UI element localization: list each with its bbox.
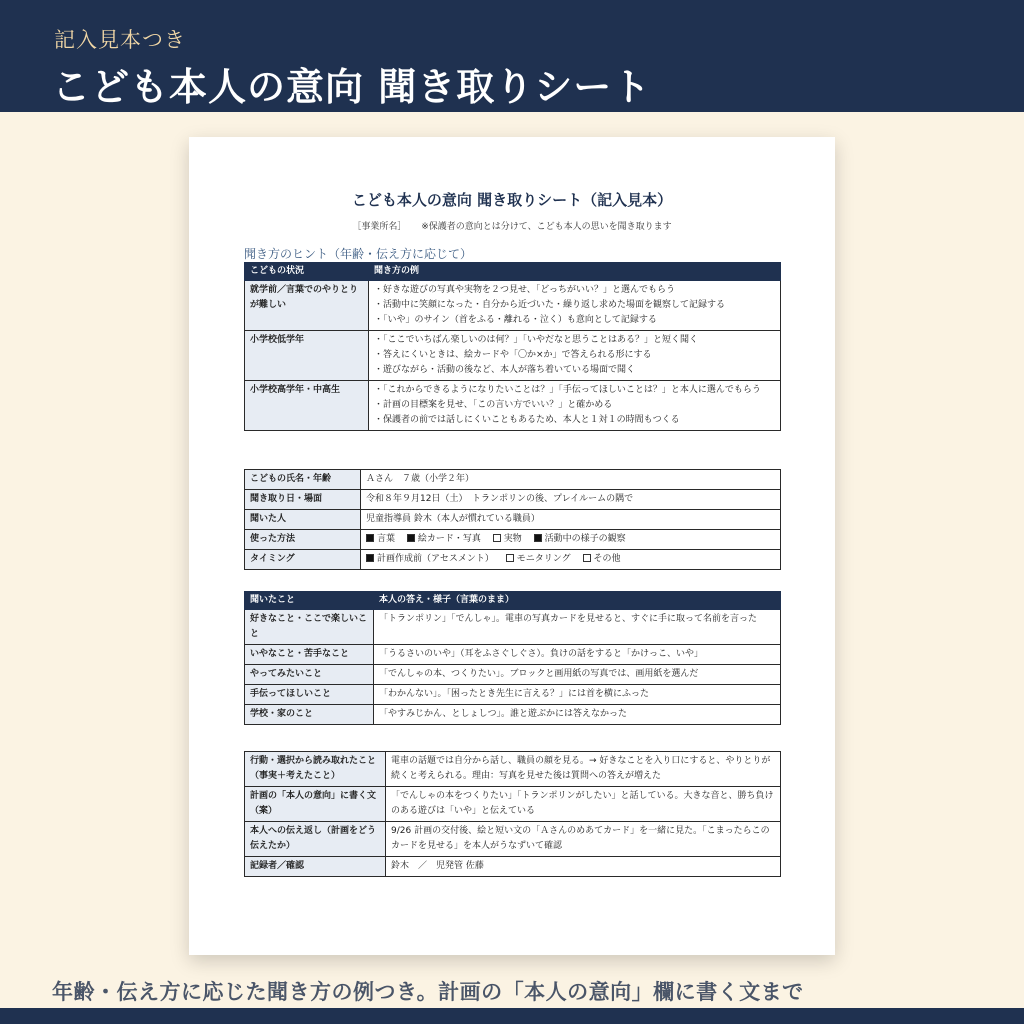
method-option[interactable] xyxy=(534,534,626,544)
summary-label: 計画の「本人の意向」に書く文（案） xyxy=(245,787,386,822)
hint-situation: 小学校高学年・中高生 xyxy=(245,381,369,431)
timing-options xyxy=(361,550,781,570)
table-row xyxy=(245,550,781,570)
timing-label: タイミング xyxy=(245,550,361,570)
banner-kicker: 記入見本つき xyxy=(54,28,186,52)
timing-option[interactable] xyxy=(506,554,571,564)
answer-question: 手伝ってほしいこと xyxy=(245,685,374,705)
summary-label: 行動・選択から読み取れたこと（事実＋考えたこと） xyxy=(245,752,386,787)
method-option[interactable] xyxy=(366,534,395,544)
timing-option[interactable] xyxy=(583,554,621,564)
office-label: ［事業所名］ xyxy=(352,222,407,232)
listener-label: 聞いた人 xyxy=(245,510,361,530)
answer-response: 「わかんない」。「困ったとき先生に言える？」には首を横にふった xyxy=(374,685,781,705)
checkbox-checked-icon xyxy=(407,534,415,542)
table-row xyxy=(245,281,781,331)
table-row xyxy=(245,705,781,725)
answer-response: 「やすみじかん、としょしつ」。誰と遊ぶかには答えなかった xyxy=(374,705,781,725)
method-option-label: 活動中の様子の観察 xyxy=(544,534,626,544)
checkbox-empty-icon xyxy=(583,554,591,562)
hint-situation: 就学前／言葉でのやりとりが難しい xyxy=(245,281,369,331)
hint-examples xyxy=(369,281,781,331)
top-banner xyxy=(0,0,1024,112)
hint-situation: 小学校低学年 xyxy=(245,331,369,381)
method-option[interactable] xyxy=(493,534,522,544)
summary-value: 鈴木 ／ 児発管 佐藤 xyxy=(386,857,781,877)
table-row xyxy=(245,510,781,530)
bottom-bar xyxy=(0,1008,1024,1024)
table-row xyxy=(245,822,781,857)
table-row xyxy=(245,381,781,431)
hint-example: ・「ここでいちばん楽しいのは何？」「いやだなと思うことはある？」と短く聞く xyxy=(374,335,699,345)
answer-header-response: 本人の答え・様子（言葉のまま） xyxy=(374,592,781,610)
method-option[interactable] xyxy=(407,534,481,544)
hint-example: ・計画の目標案を見せ、「この言い方でいい？」と確かめる xyxy=(374,400,613,410)
hint-example: ・「これからできるようになりたいことは？」「手伝ってほしいことは？」と本人に選んでもらう xyxy=(374,385,761,395)
summary-value: 電車の話題では自分から話し、職員の顔を見る。→ 好きなことを入り口にすると、やりとりが続くと考えられる。理由：写真を見せた後は質問への答えが増えた xyxy=(386,752,781,787)
hint-table xyxy=(244,262,781,431)
timing-option-label: その他 xyxy=(593,554,621,564)
hint-example: ・活動中に笑顔になった・自分から近づいた・繰り返し求めた場面を観察して記録する xyxy=(374,300,726,310)
timing-option[interactable] xyxy=(366,554,494,564)
document-note: ※保護者の意向とは分けて、こども本人の思いを聞き取ります xyxy=(421,222,672,232)
checkbox-empty-icon xyxy=(506,554,514,562)
hint-example: ・遊びながら・活動の後など、本人が落ち着いている場面で聞く xyxy=(374,365,636,375)
method-label: 使った方法 xyxy=(245,530,361,550)
hint-example: ・「いや」のサイン（首をふる・離れる・泣く）も意向として記録する xyxy=(374,315,657,325)
table-row xyxy=(245,470,781,490)
summary-label: 本人への伝え返し（計画をどう伝えたか） xyxy=(245,822,386,857)
date-value: 令和８年９月12日（土） トランポリンの後、プレイルームの隅で xyxy=(361,490,781,510)
answer-response: 「でんしゃの本、つくりたい」。ブロックと画用紙の写真では、画用紙を選んだ xyxy=(374,665,781,685)
hint-examples xyxy=(369,381,781,431)
hint-example: ・好きな遊びの写真や実物を２つ見せ、「どっちがいい？」と選んでもらう xyxy=(374,285,676,295)
bottom-caption: 年齢・伝え方に応じた聞き方の例つき。計画の「本人の意向」欄に書く文まで xyxy=(52,980,804,1004)
answer-question: やってみたいこと xyxy=(245,665,374,685)
timing-option-label: 計画作成前（アセスメント） xyxy=(377,554,494,564)
method-option-label: 実物 xyxy=(503,534,522,544)
table-row xyxy=(245,530,781,550)
table-row xyxy=(245,857,781,877)
table-row xyxy=(245,645,781,665)
table-row xyxy=(245,685,781,705)
table-row xyxy=(245,610,781,645)
answer-response: 「トランポリン」「でんしゃ」。電車の写真カードを見せると、すぐに手に取って名前を言った xyxy=(374,610,781,645)
method-option-label: 絵カード・写真 xyxy=(417,534,481,544)
hint-example: ・保護者の前では話しにくいこともあるため、本人と１対１の時間もつくる xyxy=(374,415,680,425)
table-row xyxy=(245,331,781,381)
summary-label: 記録者／確認 xyxy=(245,857,386,877)
checkbox-checked-icon xyxy=(366,554,374,562)
answer-question: いやなこと・苦手なこと xyxy=(245,645,374,665)
hint-example: ・答えにくいときは、絵カードや「〇か×か」で答えられる形にする xyxy=(374,350,652,360)
date-label: 聞き取り日・場面 xyxy=(245,490,361,510)
hint-table-header xyxy=(245,263,781,281)
answer-response: 「うるさいのいや」（耳をふさぐしぐさ）。負けの話をすると「かけっこ、いや」 xyxy=(374,645,781,665)
table-row xyxy=(245,490,781,510)
method-option-label: 言葉 xyxy=(377,534,396,544)
checkbox-empty-icon xyxy=(493,534,501,542)
table-row xyxy=(245,665,781,685)
checkbox-checked-icon xyxy=(534,534,542,542)
document-title: こども本人の意向 聞き取りシート（記入見本） xyxy=(351,191,673,209)
hint-header-examples: 聞き方の例 xyxy=(369,263,781,281)
hint-heading: 聞き方のヒント（年齢・伝え方に応じて） xyxy=(244,247,473,261)
banner-headline: こども本人の意向 聞き取りシート xyxy=(52,65,652,109)
answer-table xyxy=(244,591,781,725)
hint-header-situation: こどもの状況 xyxy=(245,263,369,281)
timing-option-label: モニタリング xyxy=(516,554,571,564)
table-row xyxy=(245,752,781,787)
listener-value: 児童指導員 鈴木（本人が慣れている職員） xyxy=(361,510,781,530)
document-subline xyxy=(189,219,835,232)
info-table xyxy=(244,469,781,570)
table-row xyxy=(245,787,781,822)
summary-value: 「でんしゃの本をつくりたい」「トランポリンがしたい」と話している。大きな音と、勝ち負けのある遊びは「いや」と伝えている xyxy=(386,787,781,822)
answer-table-header xyxy=(245,592,781,610)
checkbox-checked-icon xyxy=(366,534,374,542)
method-options xyxy=(361,530,781,550)
answer-header-question: 聞いたこと xyxy=(245,592,374,610)
name-label: こどもの氏名・年齢 xyxy=(245,470,361,490)
answer-question: 学校・家のこと xyxy=(245,705,374,725)
summary-table xyxy=(244,751,781,877)
summary-value: 9/26 計画の交付後、絵と短い文の「Ａさんのめあてカード」を一緒に見た。「こまったらこのカードを見せる」を本人がうなずいて確認 xyxy=(386,822,781,857)
hint-examples xyxy=(369,331,781,381)
answer-question: 好きなこと・ここで楽しいこと xyxy=(245,610,374,645)
name-value: Ａさん ７歳（小学２年） xyxy=(361,470,781,490)
document-sheet xyxy=(189,137,835,955)
